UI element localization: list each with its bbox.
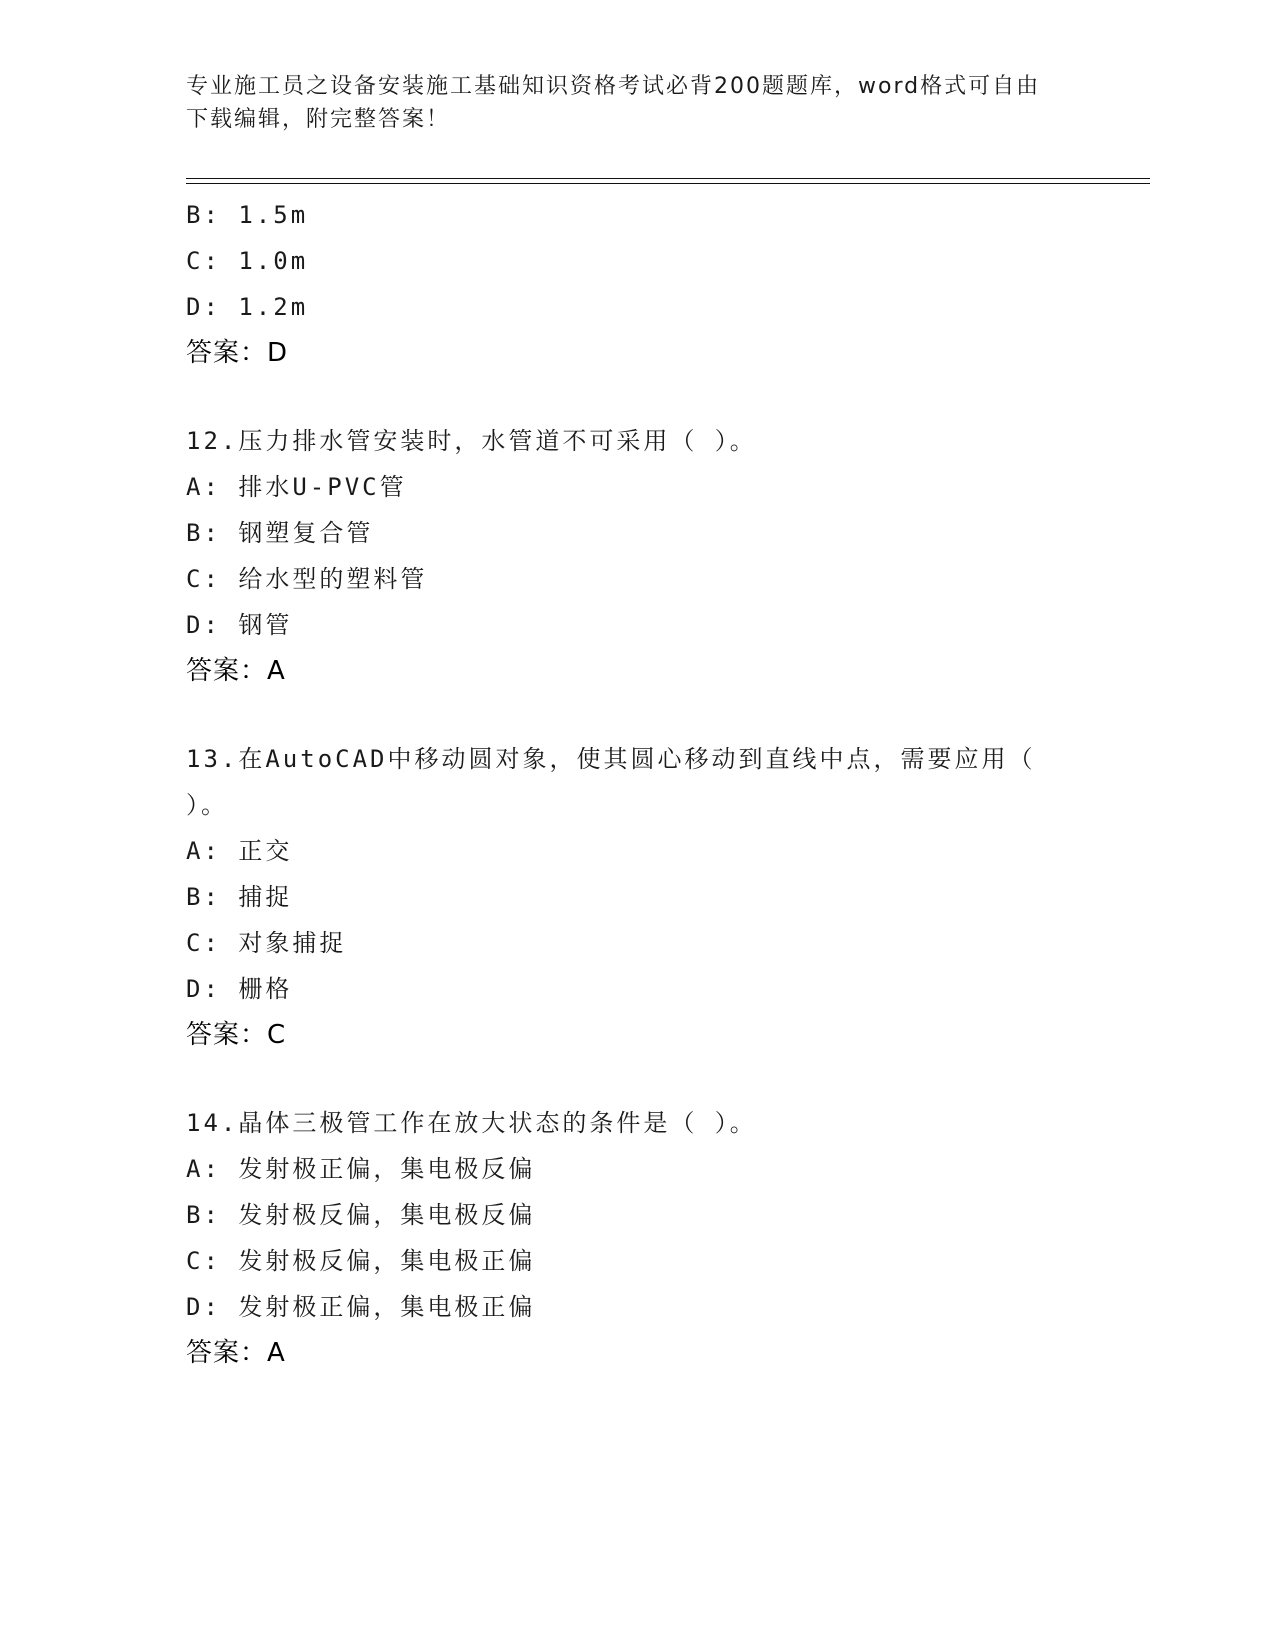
question-text-line-1: 13.在AutoCAD中移动圆对象，使其圆心移动到直线中点，需要应用（ (186, 745, 1036, 773)
document-header (186, 70, 1066, 136)
option-c: C: 对象捕捉 (186, 929, 347, 957)
question-12 (186, 418, 1086, 694)
spacer (186, 376, 1086, 418)
spacer (186, 694, 1086, 736)
option-d: D: 1.2m (186, 293, 309, 321)
option-a: A: 发射极正偏，集电极反偏 (186, 1155, 536, 1183)
option-b: B: 钢塑复合管 (186, 519, 374, 547)
option-d: D: 钢管 (186, 611, 293, 639)
answer: 答案：C (186, 1020, 287, 1050)
option-d: D: 发射极正偏，集电极正偏 (186, 1293, 536, 1321)
answer: 答案：A (186, 1338, 286, 1368)
question-14 (186, 1100, 1086, 1376)
spacer (186, 1058, 1086, 1100)
option-a: A: 正交 (186, 837, 293, 865)
option-b: B: 发射极反偏，集电极反偏 (186, 1201, 536, 1229)
answer: 答案：A (186, 656, 286, 686)
question-text: 12.压力排水管安装时，水管道不可采用（ ）。 (186, 427, 757, 455)
question-13 (186, 736, 1086, 1058)
option-b: B: 捕捉 (186, 883, 293, 911)
header-divider-bottom (186, 183, 1150, 184)
header-line-1: 专业施工员之设备安装施工基础知识资格考试必背200题题库，word格式可自由 (186, 74, 1041, 99)
question-text-line-2: ）。 (186, 791, 228, 819)
option-a: A: 排水U-PVC管 (186, 473, 407, 501)
question-text: 14.晶体三极管工作在放大状态的条件是（ ）。 (186, 1109, 757, 1137)
answer: 答案：D (186, 338, 289, 368)
option-b: B: 1.5m (186, 201, 309, 229)
question-11-continued (186, 192, 1086, 376)
option-c: C: 发射极反偏，集电极正偏 (186, 1247, 536, 1275)
option-d: D: 栅格 (186, 975, 293, 1003)
header-divider-top (186, 178, 1150, 179)
option-c: C: 给水型的塑料管 (186, 565, 428, 593)
option-c: C: 1.0m (186, 247, 309, 275)
question-list (186, 192, 1086, 1376)
header-line-2: 下载编辑，附完整答案！ (186, 107, 451, 132)
